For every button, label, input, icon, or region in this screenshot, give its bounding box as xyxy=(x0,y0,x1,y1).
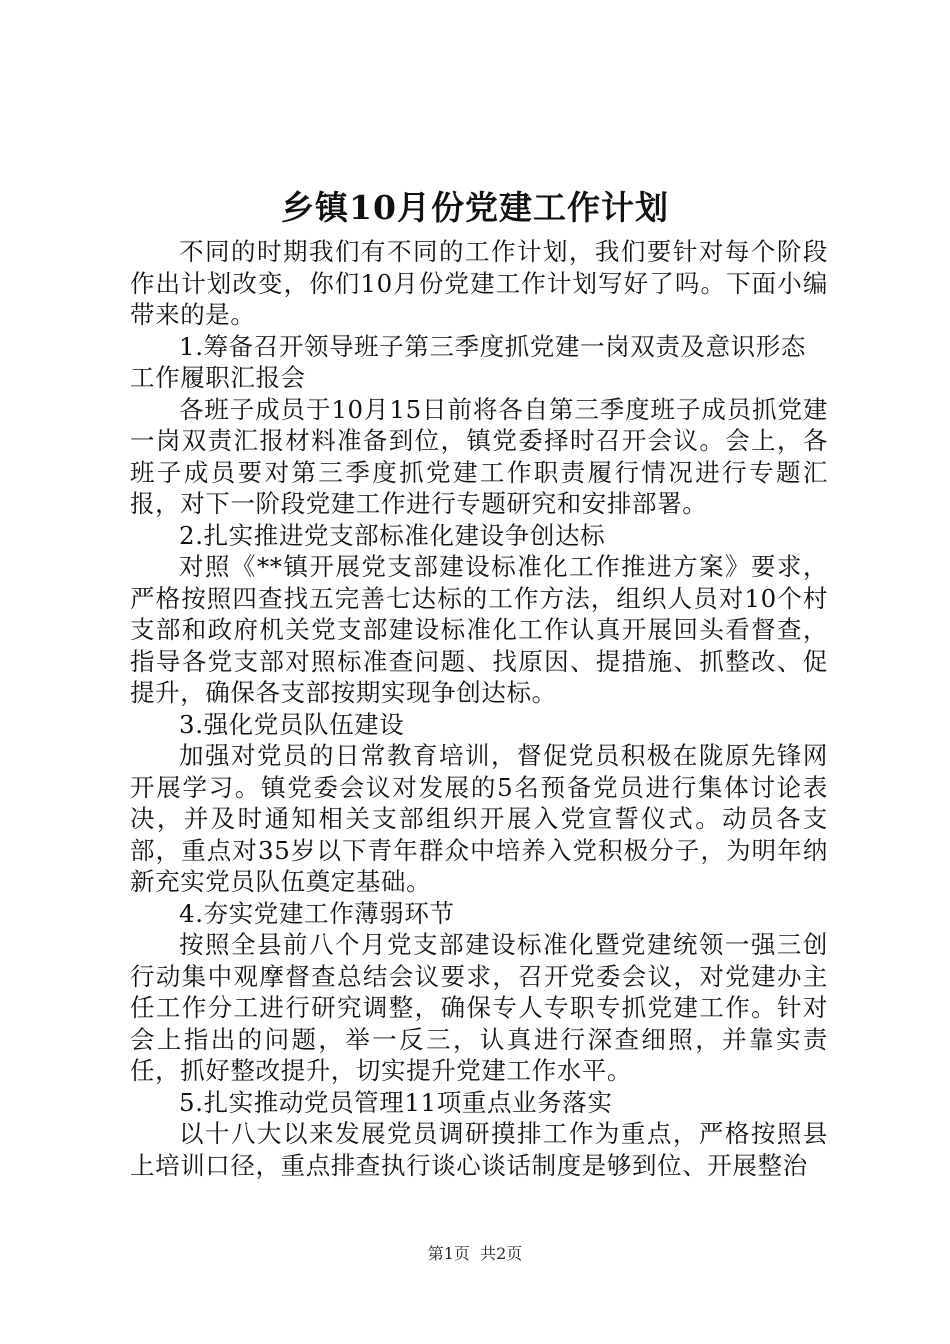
section-body-3: 加强对党员的日常教育培训，督促党员积极在陇原先锋网开展学习。镇党委会议对发展的5名预备党员进行集体讨论表决，并及时通知相关支部组织开展入党宣誓仪式。动员各支部，重点对35岁以下青年群众中培养入党积极分子，为明年纳新充实党员队伍奠定基础。 xyxy=(130,741,828,896)
document-body xyxy=(130,236,828,1181)
section-heading-3: 3.强化党员队伍建设 xyxy=(179,709,405,739)
section-body-2: 对照《**镇开展党支部建设标准化工作推进方案》要求，严格按照四查找五完善七达标的工作方法，组织人员对10个村支部和政府机关党支部建设标准化工作认真开展回头看督查，指导各党支部对照标准查问题、找原因、提措施、抓整改、促提升，确保各支部按期实现争创达标。 xyxy=(130,552,828,707)
page-number-label: 第1页 共2页 xyxy=(427,1244,523,1263)
section-body-1: 各班子成员于10月15日前将各自第三季度班子成员抓党建一岗双责汇报材料准备到位，镇党委择时召开会议。会上，各班子成员要对第三季度抓党建工作职责履行情况进行专题汇报，对下一阶段党建工作进行专题研究和安排部署。 xyxy=(130,394,828,518)
section-heading-5: 5.扎实推动党员管理11项重点业务落实 xyxy=(179,1087,613,1117)
section-body-4: 按照全县前八个月党支部建设标准化暨党建统领一强三创行动集中观摩督查总结会议要求，召开党委会议，对党建办主任工作分工进行研究调整，确保专人专职专抓党建工作。针对会上指出的问题，举一反三，认真进行深查细照，并靠实责任，抓好整改提升，切实提升党建工作水平。 xyxy=(130,930,828,1085)
section-heading-2: 2.扎实推进党支部标准化建设争创达标 xyxy=(179,520,606,550)
document-title: 乡镇10月份党建工作计划 xyxy=(281,188,669,227)
section-heading-4: 4.夯实党建工作薄弱环节 xyxy=(179,898,455,928)
intro-paragraph: 不同的时期我们有不同的工作计划，我们要针对每个阶段作出计划改变，你们10月份党建工作计划写好了吗。下面小编带来的是。 xyxy=(130,237,828,329)
section-heading-1: 1.筹备召开领导班子第三季度抓党建一岗双责及意识形态工作履职汇报会 xyxy=(130,331,806,392)
page-footer xyxy=(0,1243,950,1265)
section-body-5: 以十八大以来发展党员调研摸排工作为重点，严格按照县上培训口径，重点排查执行谈心谈话制度是够到位、开展整治 xyxy=(130,1119,828,1180)
